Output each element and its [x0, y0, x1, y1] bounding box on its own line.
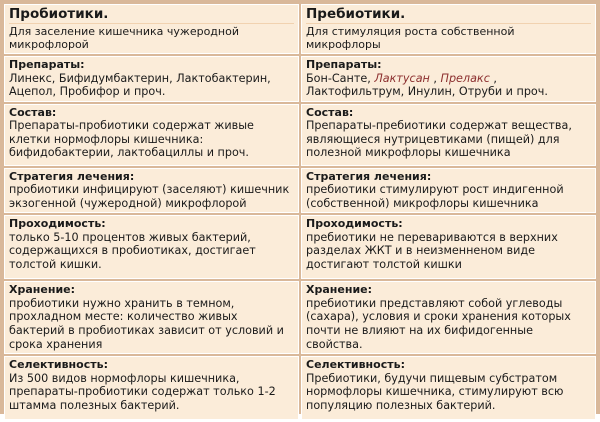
prebiotics-preparations-cell	[301, 56, 596, 102]
preparation-text-part: , Лактофильтрум, Инулин, Отруби и проч.	[306, 71, 548, 99]
probiotics-passage-cell	[4, 215, 299, 279]
probiotics-prebiotics-comparison-table	[2, 2, 598, 422]
row-text: пребиотики представляют собой углеводы (сахара), условия и сроки хранения которых почти не влияют на их бифидогенные свойства.	[306, 296, 571, 351]
row-label: Препараты:	[9, 58, 85, 71]
probiotics-title: Пробиотики.	[9, 6, 109, 22]
row-text: пребиотики стимулируют рост индигенной (собственной) микрофлоры кишечника	[306, 183, 564, 210]
row-text: только 5-10 процентов живых бактерий, содержащихся в пробиотиках, достигает толстой кишки.	[9, 230, 256, 272]
row-label: Стратегия лечения:	[9, 169, 135, 183]
table-row-selectivity	[4, 356, 596, 420]
probiotics-preparations-cell	[4, 56, 299, 102]
row-text: пробиотики инфицируют (заселяют) кишечник экзогенной (чужеродной) микрофлорой	[9, 183, 290, 210]
row-label: Проходимость:	[9, 217, 106, 231]
row-text: Препараты-пребиотики содержат вещества, являющиеся нутрицевтиками (пищей) для полезной микрофлоры кишечника	[306, 119, 572, 160]
table-row-preparations	[4, 56, 596, 102]
row-label: Селективность:	[9, 358, 108, 372]
row-label: Препараты:	[306, 58, 382, 71]
prebiotics-storage-cell	[301, 281, 596, 354]
row-text	[306, 72, 591, 99]
prelaks-link[interactable]: Прелакс	[440, 71, 490, 85]
row-label: Стратегия лечения:	[306, 169, 432, 183]
probiotics-storage-cell	[4, 281, 299, 354]
row-text: Препараты-пробиотики содержат живые клетки нормофлоры кишечника: бифидобактерии, лактобациллы и проч.	[9, 119, 254, 160]
prebiotics-passage-cell	[301, 215, 596, 279]
prebiotics-subtitle: Для стимуляция роста собственной микрофлоры	[306, 23, 591, 51]
prebiotics-composition-cell	[301, 104, 596, 166]
row-text: пробиотики нужно хранить в темном, прохладном месте: количество живых бактерий в пробиотиках зависит от условий и срока хранения	[9, 296, 284, 351]
row-label: Хранение:	[9, 283, 76, 297]
row-label: Селективность:	[306, 358, 405, 372]
row-text: Из 500 видов нормофлоры кишечника, препараты-пробиотики содержат только 1-2 штамма полезных бактерий.	[9, 371, 276, 412]
row-label: Состав:	[9, 105, 57, 119]
table-row-passage	[4, 215, 596, 279]
prebiotics-selectivity-cell	[301, 356, 596, 420]
prebiotics-strategy-cell	[301, 168, 596, 214]
probiotics-composition-cell	[4, 104, 299, 166]
table-row-treatment-strategy	[4, 168, 596, 214]
header-cell-prebiotics	[301, 4, 596, 54]
preparation-text-part: Бон-Санте,	[306, 71, 375, 85]
row-text: Линекс, Бифидумбактерин, Лактобактерин, Ацепол, Пробифор и проч.	[9, 71, 271, 99]
probiotics-subtitle: Для заселение кишечника чужеродной микрофлорой	[9, 23, 294, 51]
header-cell-probiotics	[4, 4, 299, 54]
prebiotics-title: Пребиотики.	[306, 6, 406, 22]
laktusan-link[interactable]: Лактусан	[374, 71, 430, 85]
table-row-composition	[4, 104, 596, 166]
row-text: пребиотики не перевариваются в верхних разделах ЖКТ и в неизменненом виде достигают толстой кишки	[306, 230, 558, 272]
row-label: Хранение:	[306, 283, 373, 297]
table-row-storage	[4, 281, 596, 354]
row-label: Проходимость:	[306, 217, 403, 231]
row-text: Пребиотики, будучи пищевым субстратом нормофлоры кишечника, стимулируют всю популяцию полезных бактерий.	[306, 371, 564, 412]
header-row	[4, 4, 596, 54]
probiotics-selectivity-cell	[4, 356, 299, 420]
row-label: Состав:	[306, 105, 354, 119]
probiotics-strategy-cell	[4, 168, 299, 214]
preparation-text-part: ,	[429, 71, 441, 85]
